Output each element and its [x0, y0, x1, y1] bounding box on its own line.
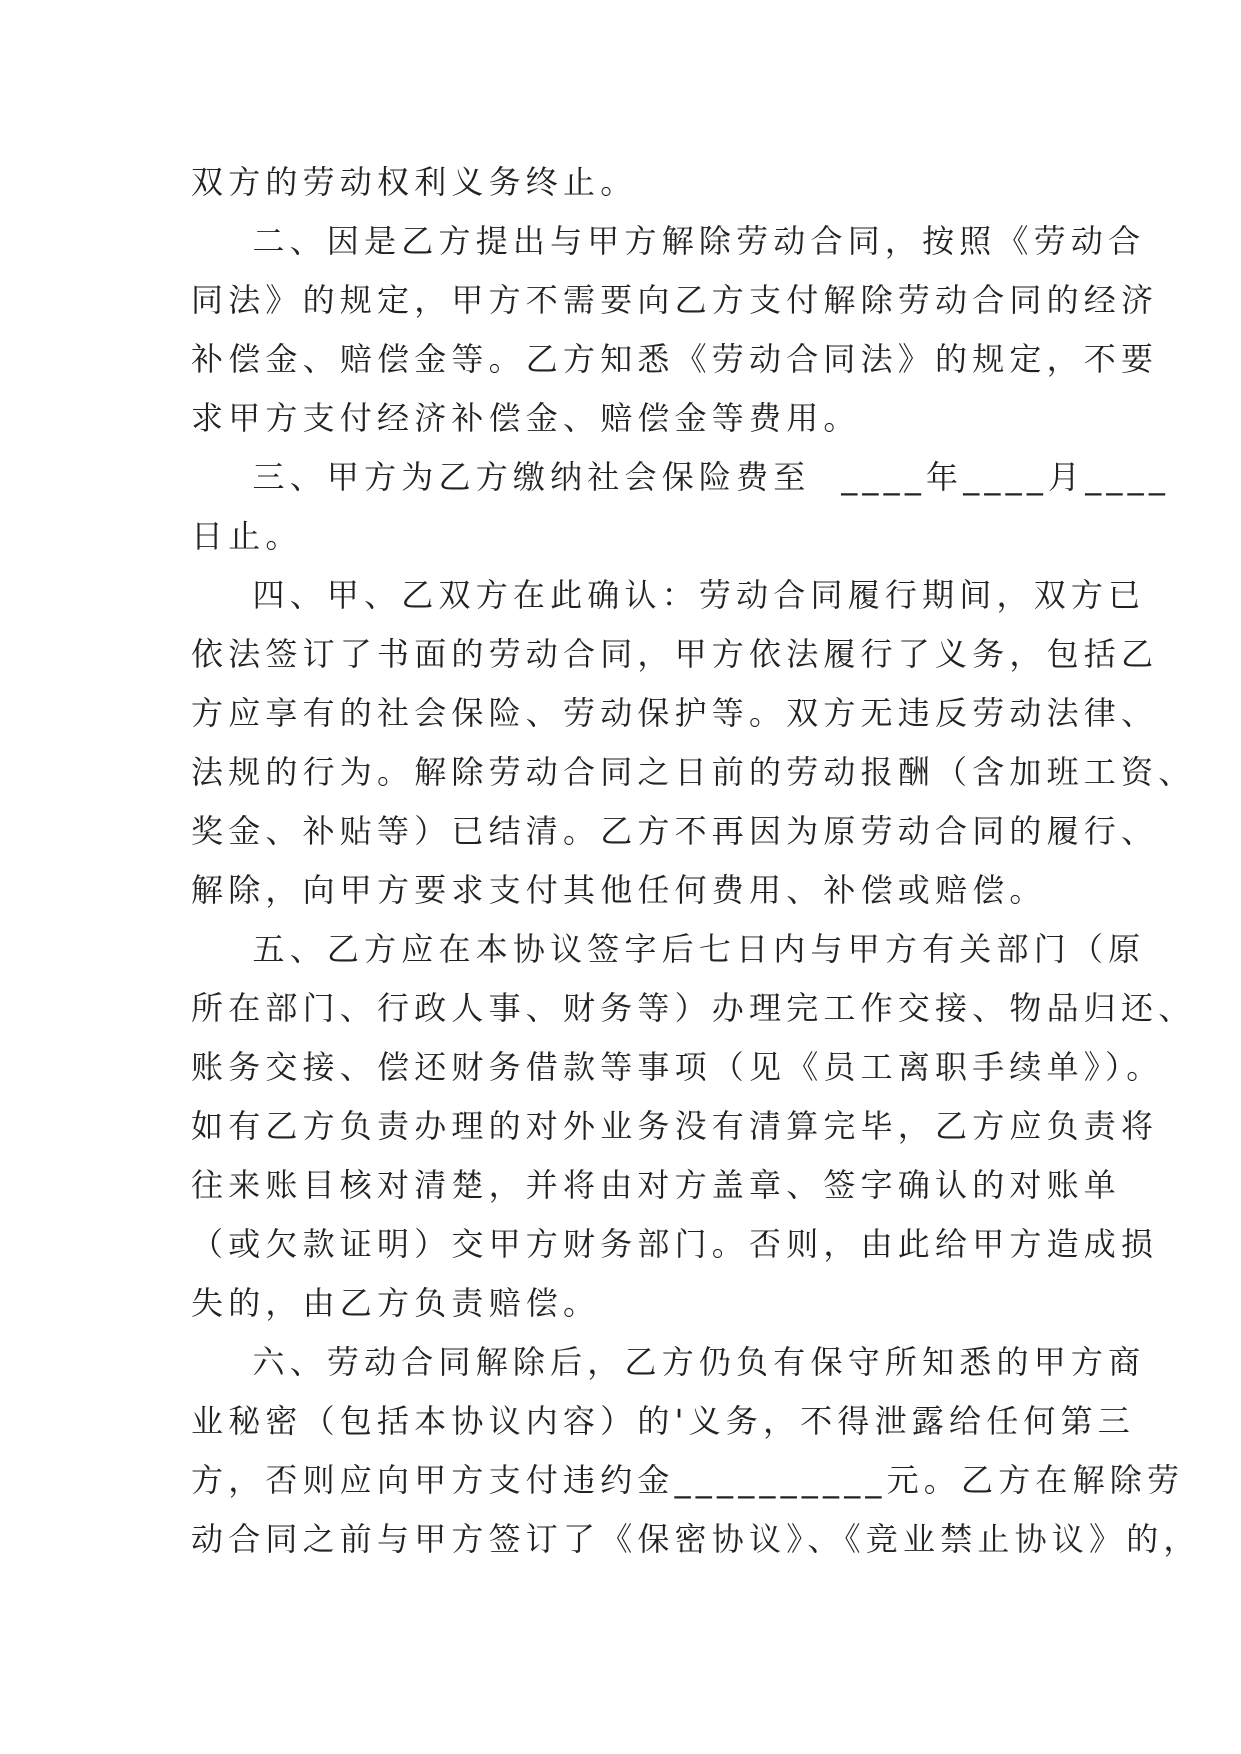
text-line: 往来账目核对清楚，并将由对方盖章、签字确认的对账单 [191, 1166, 1122, 1204]
text-line: 方，否则应向甲方支付违约金__________元。乙方在解除劳 [191, 1461, 1185, 1499]
text-line: 同法》的规定，甲方不需要向乙方支付解除劳动合同的经济 [191, 281, 1159, 319]
text-line: 双方的劳动权利义务终止。 [191, 163, 638, 201]
text-line: 四、甲、乙双方在此确认：劳动合同履行期间，双方已 [191, 576, 1146, 614]
text-line: 六、劳动合同解除后，乙方仍负有保守所知悉的甲方商 [191, 1343, 1146, 1381]
text-line: （或欠款证明）交甲方财务部门。否则，由此给甲方造成损 [191, 1225, 1159, 1263]
text-line: 业秘密（包括本协议内容）的'义务，不得泄露给任何第三 [191, 1402, 1135, 1440]
text-line: 奖金、补贴等）已结清。乙方不再因为原劳动合同的履行、 [191, 812, 1159, 850]
text-line: 所在部门、行政人事、财务等）办理完工作交接、物品归还、 [191, 989, 1196, 1027]
text-line: 方应享有的社会保险、劳动保护等。双方无违反劳动法律、 [191, 694, 1159, 732]
document-body [191, 153, 1201, 1569]
text-line: 求甲方支付经济补偿金、赔偿金等费用。 [191, 399, 861, 437]
text-line: 二、因是乙方提出与甲方解除劳动合同，按照《劳动合 [191, 222, 1146, 260]
text-line: 失的，由乙方负责赔偿。 [191, 1284, 601, 1322]
text-line: 日止。 [191, 517, 303, 555]
text-line: 如有乙方负责办理的对外业务没有清算完毕，乙方应负责将 [191, 1107, 1159, 1145]
text-line: 补偿金、赔偿金等。乙方知悉《劳动合同法》的规定，不要 [191, 340, 1159, 378]
text-line: 账务交接、偿还财务借款等事项（见《员工离职手续单》）。 [191, 1048, 1164, 1086]
text-line: 解除，向甲方要求支付其他任何费用、补偿或赔偿。 [191, 871, 1047, 909]
text-line: 动合同之前与甲方签订了《保密协议》、《竞业禁止协议》的， [191, 1520, 1201, 1558]
text-line: 依法签订了书面的劳动合同，甲方依法履行了义务，包括乙 [191, 635, 1159, 673]
text-line: 五、乙方应在本协议签字后七日内与甲方有关部门（原 [191, 930, 1146, 968]
text-line: 三、甲方为乙方缴纳社会保险费至 ____年____月____ [191, 458, 1171, 496]
text-line: 法规的行为。解除劳动合同之日前的劳动报酬（含加班工资、 [191, 753, 1196, 791]
